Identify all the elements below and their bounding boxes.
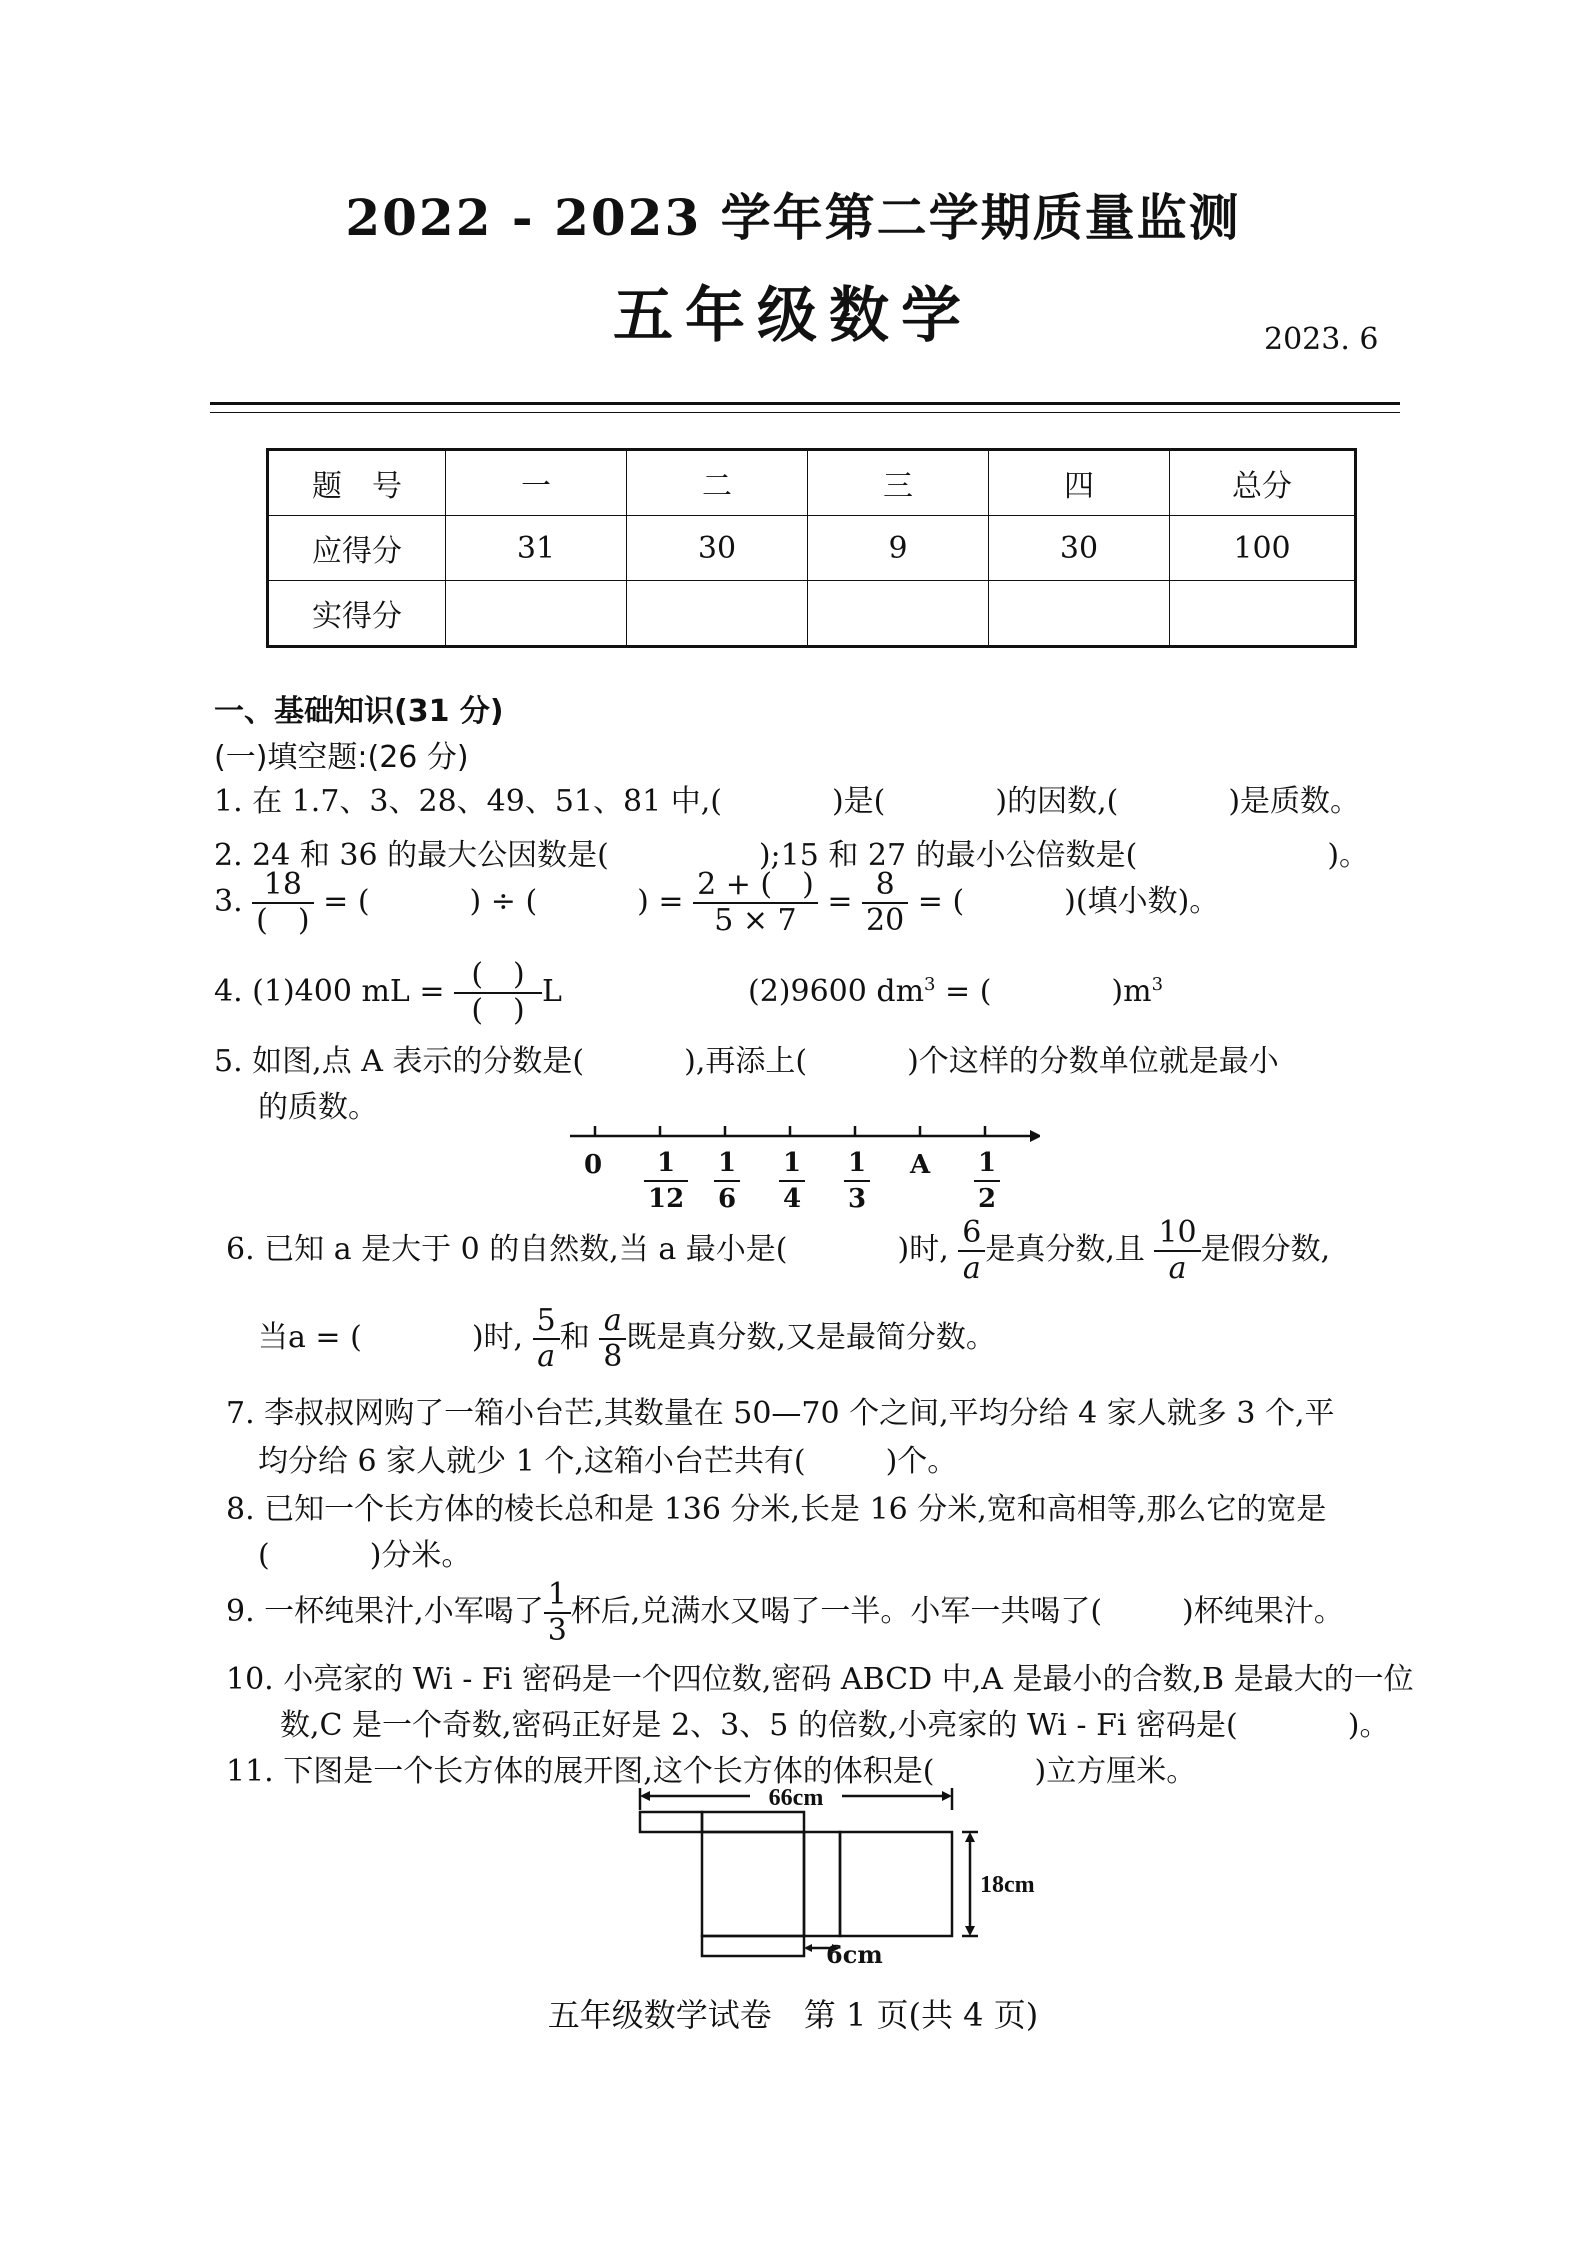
question-6 <box>226 1216 1330 1286</box>
net-face <box>702 1832 804 1936</box>
score-entry-cell[interactable] <box>1170 581 1356 647</box>
fraction: $\frac{6}{a}$ <box>958 1216 985 1286</box>
q9-text-c: )杯纯果汁。 <box>1182 1594 1344 1629</box>
question-7-cont <box>258 1436 957 1480</box>
score-cell: 30 <box>627 516 808 581</box>
subsection-title: (一)填空题:(26 分) <box>214 740 469 775</box>
q6-text-h: 既是真分数,又是最简分数。 <box>626 1320 996 1355</box>
arrow-right-icon <box>942 1791 952 1801</box>
q6-text-a: 6. 已知 a 是大于 0 的自然数,当 a 最小是( <box>226 1232 788 1267</box>
question-8: 8. 已知一个长方体的棱长总和是 136 分米,长是 16 分米,宽和高相等,那么它的宽是 <box>226 1492 1327 1527</box>
score-cell: 三 <box>808 450 989 516</box>
q5-text-a: 5. 如图,点 A 表示的分数是( <box>214 1044 585 1079</box>
number-line-label: $\frac{1}{12}$ <box>644 1146 688 1216</box>
score-cell: 一 <box>446 450 627 516</box>
score-cell: 应得分 <box>268 516 446 581</box>
exam-header-title: 2022 - 2023 学年第二学期质量监测 <box>345 188 1241 247</box>
score-table-actual-row <box>268 581 1356 647</box>
q4-text-a: 4. (1)400 mL = <box>214 974 445 1009</box>
number-line-label-0: 0 <box>584 1150 603 1180</box>
arrow-left-icon <box>640 1791 650 1801</box>
q4-text-c: (2)9600 dm <box>748 974 925 1009</box>
q6-text-f: )时, <box>471 1320 524 1355</box>
number-line-label: $\frac{1}{3}$ <box>844 1146 870 1216</box>
number-line-label: $\frac{1}{6}$ <box>714 1146 740 1216</box>
q6-text-d: 是假分数, <box>1200 1232 1331 1267</box>
question-8-cont <box>258 1530 471 1574</box>
score-cell: 100 <box>1170 516 1356 581</box>
q1-text-b: )是( <box>831 784 886 819</box>
q3-equals: = <box>827 884 853 919</box>
question-10: 10. 小亮家的 Wi - Fi 密码是一个四位数,密码 ABCD 中,A 是最小的合数,B 是最大的一位 <box>226 1662 1414 1697</box>
q6-text-g: 和 <box>559 1320 590 1355</box>
score-entry-cell[interactable] <box>989 581 1170 647</box>
q4-text-b: L <box>542 974 562 1009</box>
q8-text-b: ( <box>258 1538 270 1573</box>
q7-text-b: 均分给 6 家人就少 1 个,这箱小台芒共有( <box>258 1444 806 1479</box>
score-cell: 30 <box>989 516 1170 581</box>
header-rule-thin <box>210 412 1400 413</box>
score-cell: 31 <box>446 516 627 581</box>
q11-text-b: )立方厘米。 <box>1034 1754 1197 1789</box>
q1-text-a: 1. 在 1.7、3、28、49、51、81 中,( <box>214 784 722 819</box>
page-footer: 五年级数学试卷 第 1 页(共 4 页) <box>547 1996 1039 2034</box>
q1-text-c: )的因数,( <box>995 784 1119 819</box>
question-1 <box>214 776 1360 820</box>
fraction: $\frac{10}{a}$ <box>1154 1216 1200 1286</box>
score-entry-cell[interactable] <box>627 581 808 647</box>
net-face <box>702 1936 804 1956</box>
section-title: 一、基础知识(31 分) <box>214 694 504 729</box>
q9-text-b: 杯后,兑满水又喝了一半。小军一共喝了( <box>570 1594 1103 1629</box>
score-cell: 总分 <box>1170 450 1356 516</box>
q3-text-e: )(填小数)。 <box>1064 884 1220 919</box>
fraction: $\frac{a}{8}$ <box>599 1304 626 1374</box>
score-table <box>266 448 1357 648</box>
q4-superscript: 3 <box>1151 974 1164 995</box>
fraction: $\frac{2 + ( )}{5 \times 7}$ <box>693 868 818 938</box>
q2-text-a: 2. 24 和 36 的最大公因数是( <box>214 838 609 873</box>
q4-superscript: 3 <box>924 974 936 995</box>
q5-text-b: ),再添上( <box>684 1044 808 1079</box>
q6-text-c: 是真分数,且 <box>985 1232 1145 1267</box>
q4-text-e: )m <box>1111 974 1152 1009</box>
q6-text-e: 当a = ( <box>258 1320 362 1355</box>
exam-subject-title: 五年级数学 <box>613 281 973 351</box>
exam-date: 2023. 6 <box>1264 322 1379 357</box>
score-cell: 二 <box>627 450 808 516</box>
arrow-head-icon <box>1030 1130 1040 1142</box>
cuboid-net-diagram <box>620 1782 1040 1962</box>
net-height-label: 18cm <box>980 1872 1035 1898</box>
question-9 <box>226 1578 1344 1648</box>
net-face <box>640 1812 702 1832</box>
header-rule-thick <box>210 402 1400 405</box>
net-face <box>840 1832 952 1936</box>
question-6-cont <box>258 1304 996 1374</box>
q4-text-d: = ( <box>935 974 992 1009</box>
q3-text-d: = ( <box>917 884 965 919</box>
fraction: $\frac{1}{3}$ <box>544 1578 571 1648</box>
q9-text-a: 9. 一杯纯果汁,小军喝了 <box>226 1594 544 1629</box>
net-face <box>702 1812 804 1832</box>
score-table-expected-row <box>268 516 1356 581</box>
q2-text-b: );15 和 27 的最小公倍数是( <box>758 838 1138 873</box>
question-4-part-2 <box>748 974 1163 1009</box>
arrow-down-icon <box>965 1926 975 1936</box>
number-line-label: $\frac{1}{2}$ <box>974 1146 1000 1216</box>
net-small-label: 6cm <box>826 1940 883 1969</box>
number-line-label: $\frac{1}{4}$ <box>779 1146 805 1216</box>
q2-text-c: )。 <box>1327 838 1370 873</box>
score-entry-cell[interactable] <box>808 581 989 647</box>
score-cell: 9 <box>808 516 989 581</box>
net-width-label: 66cm <box>768 1785 824 1811</box>
q3-text-a: = ( <box>323 884 370 919</box>
score-cell: 四 <box>989 450 1170 516</box>
question-3 <box>214 868 1219 938</box>
question-4 <box>214 958 562 1028</box>
q7-text-c: )个。 <box>885 1444 958 1479</box>
score-cell: 实得分 <box>268 581 446 647</box>
q10-text-c: )。 <box>1347 1708 1390 1743</box>
q10-text-b: 数,C 是一个奇数,密码正好是 2、3、5 的倍数,小亮家的 Wi - Fi 密码是( <box>280 1708 1238 1743</box>
question-7: 7. 李叔叔网购了一箱小台芒,其数量在 50—70 个之间,平均分给 4 家人就多 3 个,平 <box>226 1396 1335 1431</box>
score-table-header-row <box>268 450 1356 516</box>
q3-text-b: ) ÷ ( <box>469 884 538 919</box>
q1-text-d: )是质数。 <box>1228 784 1361 819</box>
q5-text-c: )个这样的分数单位就是最小 <box>907 1044 1279 1079</box>
number-line-point-a: A <box>910 1150 931 1180</box>
score-cell: 题 号 <box>268 450 446 516</box>
net-face <box>804 1832 840 1936</box>
q6-text-b: )时, <box>897 1232 949 1267</box>
q3-number: 3. <box>214 884 243 919</box>
fraction: $\frac{5}{a}$ <box>533 1304 560 1374</box>
score-entry-cell[interactable] <box>446 581 627 647</box>
question-5-cont: 的质数。 <box>258 1090 378 1125</box>
q3-text-c: ) = <box>637 884 684 919</box>
fraction: $\frac{18}{( )}$ <box>252 868 313 938</box>
arrow-up-icon <box>965 1832 975 1842</box>
question-5 <box>214 1036 1279 1080</box>
fraction-blank[interactable]: $\frac{( )}{( )}$ <box>454 958 542 1028</box>
q11-text-a: 11. 下图是一个长方体的展开图,这个长方体的体积是( <box>226 1754 935 1789</box>
q8-text-c: )分米。 <box>369 1538 472 1573</box>
fraction: $\frac{8}{20}$ <box>862 868 908 938</box>
question-10-cont <box>280 1700 1389 1744</box>
